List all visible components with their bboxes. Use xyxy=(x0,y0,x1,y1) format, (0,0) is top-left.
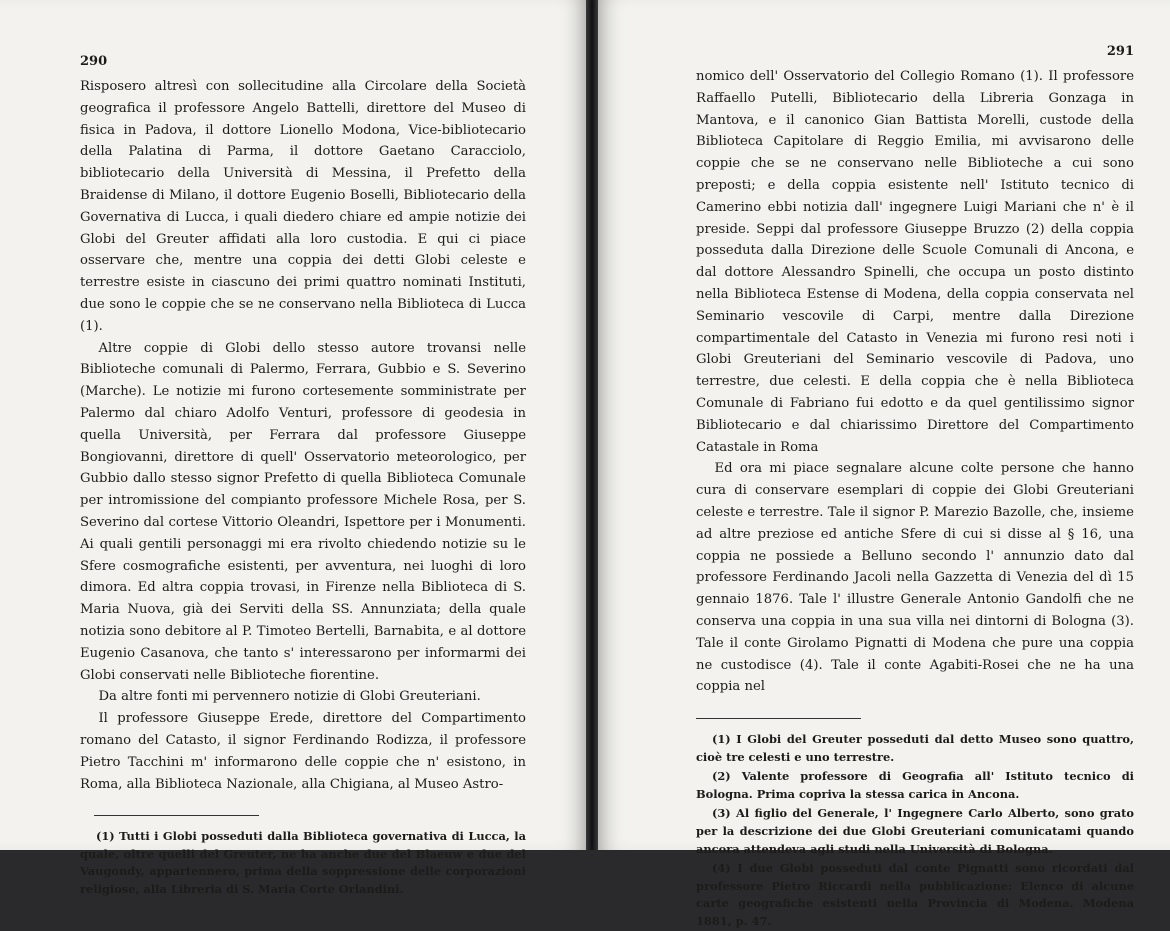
main-text xyxy=(696,66,1134,698)
footnote: (1) Tutti i Globi posseduti dalla Biblioteca governativa di Lucca, la quale, oltre quelli del Greuter, ne ha anche due del Blaeuw e due del Vaugondy, appartennero, prima della soppressione delle corporazioni religiose, alla Libreria di S. Maria Corte Orlandini. xyxy=(80,829,526,897)
paragraph: Altre coppie di Globi dello stesso autore trovansi nelle Biblioteche comunali di Palermo, Ferrara, Gubbio e S. Severino (Marche). Le notizie mi furono cortesemente somministrate per Palermo dal chiaro Adolfo Venturi, professore di geodesia in quella Università, per Ferrara dal professore Giuseppe Bongiovanni, direttore di quell' Osservatorio meteorologico, per Gubbio dallo stesso signor Prefetto di quella Biblioteca Comunale per intromissione del compianto professore Michele Rosa, per S. Severino dal cortese Vittorio Oleandri, Ispettore per i Monumenti. Ai quali gentili personaggi mi era rivolto chiedendo notizie su le Sfere cosmografiche esistenti, per avventura, nei luoghi di loro dimora. Ed altra coppia trovasi, in Firenze nella Biblioteca di S. Maria Nuova, già dei Serviti della SS. Annunziata; della quale notizia sono debitore al P. Timoteo Bertelli, Barnabita, e al dottore Eugenio Casanova, che tanto s' interessarono per informarmi dei Globi conservati nelle Biblioteche fiorentine. xyxy=(80,340,526,683)
paragraph: Da altre fonti mi pervennero notizie di Globi Greuteriani. xyxy=(98,689,481,705)
paragraph: Ed ora mi piace segnalare alcune colte persone che hanno cura di conservare esemplari di coppie dei Globi Greuteriani celeste e terrestre. Tale il signor P. Marezio Bazolle, che, insieme ad altre preziose ed antiche Sfere di cui si disse al § 16, una coppia ne possiede a Belluno secondo l' annunzio dato dal professore Ferdinando Jacoli nella Gazzetta di Venezia del dì 15 gennaio 1876. Tale l' illustre Generale Antonio Gandolfi che ne conserva una coppia in una sua villa nei dintorni di Bologna (3). Tale il conte Girolamo Pignatti di Modena che pure una coppia ne custodisce (4). Tale il conte Agabiti-Rosei che ne ha una coppia nel xyxy=(696,461,1134,695)
footnotes xyxy=(696,731,1134,931)
footnote-divider xyxy=(94,815,259,816)
left-page xyxy=(0,0,586,897)
page-number: 290 xyxy=(80,54,108,69)
paragraph: Il professore Giuseppe Erede, direttore del Compartimento romano del Catasto, il signor Ferdinando Rodizza, il professore Pietro Tacchini m' informarono delle coppie che n' esistono, in Roma, alla Biblioteca Nazionale, alla Chigiana, al Museo Astro- xyxy=(80,711,526,792)
footnotes xyxy=(80,828,526,898)
footnote: (2) Valente professore di Geografia all' Istituto tecnico di Bologna. Prima copriva la stessa carica in Ancona. xyxy=(696,769,1134,801)
main-text xyxy=(80,76,526,795)
book-gutter xyxy=(586,0,598,850)
right-page xyxy=(598,0,1170,929)
paragraph: Risposero altresì con sollecitudine alla Circolare della Società geografica il professore Angelo Battelli, direttore del Museo di fisica in Padova, il dottore Lionello Modona, Vice-bibliotecario della Palatina di Parma, il dottore Gaetano Caracciolo, bibliotecario della Università di Messina, il Prefetto della Braidense di Milano, il dottore Eugenio Boselli, Bibliotecario della Governativa di Lucca, i quali diedero chiare ed ampie notizie dei Globi del Greuter affidati alla loro custodia. E qui ci piace osservare che, mentre una coppia dei detti Globi celeste e terrestre esiste in ciascuno dei primi quattro nominati Instituti, due sono le coppie che se ne conservano nella Biblioteca di Lucca (1). xyxy=(80,79,526,334)
footnote: (1) I Globi del Greuter posseduti dal detto Museo sono quattro, cioè tre celesti e uno terrestre. xyxy=(696,732,1134,764)
footnote-divider xyxy=(696,718,861,719)
footnote: (4) I due Globi posseduti dal conte Pignatti sono ricordati dal professore Pietro Riccardi nella pubblicazione: Elenco di alcune carte geografiche esistenti nella Provincia di Modena. Modena 1881, p. 47. xyxy=(696,861,1134,929)
footnote: (3) Al figlio del Generale, l' Ingegnere Carlo Alberto, sono grato per la descrizione dei due Globi Greuteriani comunicatami quando ancora attendeva agli studi nella Università di Bologna. xyxy=(696,806,1134,856)
paragraph: nomico dell' Osservatorio del Collegio Romano (1). Il professore Raffaello Putelli, Bibliotecario della Libreria Gonzaga in Mantova, e il canonico Gian Battista Morelli, custode della Biblioteca Capitolare di Reggio Emilia, mi avvisarono delle coppie che se ne conservano nelle Biblioteche a cui sono preposti; e della coppia esistente nell' Istituto tecnico di Camerino ebbi notizia dall' ingegnere Luigi Mariani che n' è il preside. Seppi dal professore Giuseppe Bruzzo (2) della coppia posseduta dalla Direzione delle Scuole Comunali di Ancona, e dal dottore Alessandro Spinelli, che occupa un posto distinto nella Biblioteca Estense di Modena, della coppia conservata nel Seminario vescovile di Carpi, mentre dalla Direzione compartimentale del Catasto in Venezia mi furono resi noti i Globi Greuteriani del Seminario vescovile di Padova, uno terrestre, due celesti. E della coppia che è nella Biblioteca Comunale di Fabriano fui edotto e da quel gentilissimo signor Bibliotecario e dal chiarissimo Direttore del Compartimento Catastale in Roma xyxy=(696,69,1134,455)
page-number: 291 xyxy=(1106,44,1134,59)
